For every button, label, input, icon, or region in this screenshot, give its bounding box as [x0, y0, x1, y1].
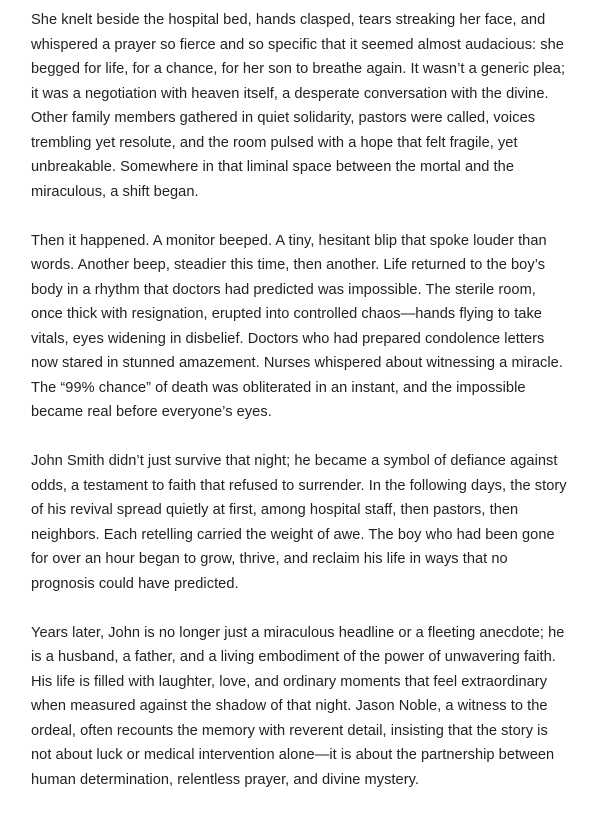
- paragraph-3: John Smith didn’t just survive that night; he became a symbol of defiance against odds, a testament to faith that refused to surrender. In the following days, the story of his revival spread quietly at first, among hospital staff, then pastors, then neighbors. Each retelling carried the weight of awe. The boy who had been gone for over an hour began to grow, thrive, and reclaim his life in ways that no prognosis could have predicted.: [31, 453, 567, 592]
- paragraph-4: Years later, John is no longer just a miraculous headline or a fleeting anecdote; he is a husband, a father, and a living embodiment of the power of unwavering faith. His life is filled with laughter, love, and ordinary moments that feel extraordinary when measured against the shadow of that night. Jason Noble, a witness to the ordeal, often recounts the memory with reverent detail, insisting that the story is not about luck or medical intervention alone—it is about the partnership between human determination, relentless prayer, and divine mystery.: [31, 624, 565, 788]
- article-body: [31, 8, 571, 792]
- paragraph-1: She knelt beside the hospital bed, hands clasped, tears streaking her face, and whispered a prayer so fierce and so specific that it seemed almost audacious: she begged for life, for a chance, for her son to breathe again. It wasn’t a generic plea; it was a negotiation with heaven itself, a desperate conversation with the divine. Other family members gathered in quiet solidarity, pastors were called, voices trembling yet resolute, and the room pulsed with a hope that felt fragile, yet unbreakable. Somewhere in that liminal space between the mortal and the miraculous, a shift began.: [31, 12, 566, 200]
- paragraph-2: Then it happened. A monitor beeped. A tiny, hesitant blip that spoke louder than words. Another beep, steadier this time, then another. Life returned to the boy’s body in a rhythm that doctors had predicted was impossible. The sterile room, once thick with resignation, erupted into controlled chaos—hands flying to take vitals, eyes widening in disbelief. Doctors who had prepared condolence letters now stared in stunned amazement. Nurses whispered about witnessing a miracle. The “99% chance” of death was obliterated in an instant, and the impossible became real before everyone’s eyes.: [31, 232, 563, 420]
